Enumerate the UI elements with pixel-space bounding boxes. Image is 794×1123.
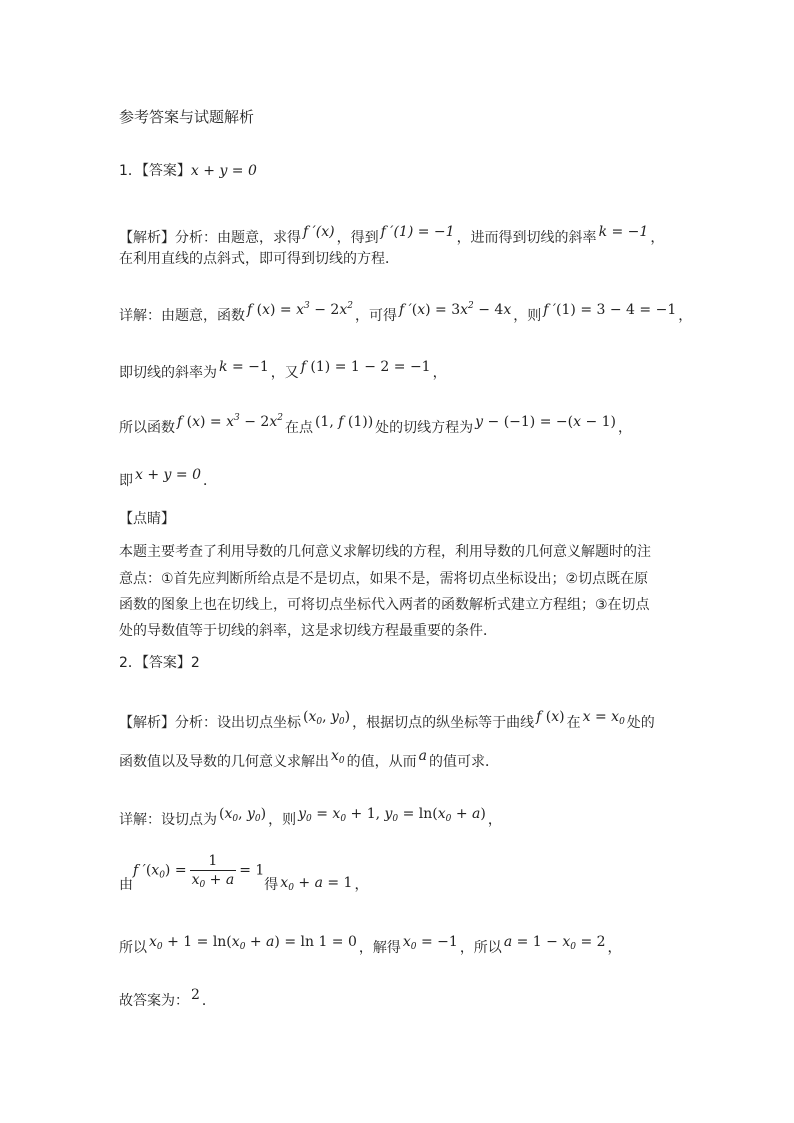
q1-detail-line1 [119, 300, 692, 326]
text: 函数值以及导数的几何意义求解出 [119, 754, 329, 770]
formula-a: a [418, 748, 427, 764]
q1-detail-line3 [119, 412, 632, 438]
formula-fx: f $(x) = x^3 - 2x^2$ [247, 301, 353, 318]
formula-final-answer: 2 [191, 987, 200, 1003]
text: ，可得 [354, 308, 397, 324]
text: 所以函数 [119, 420, 175, 436]
text: 的值可求． [429, 754, 499, 770]
text: 故答案为： [119, 993, 189, 1009]
text: 即 [119, 473, 133, 489]
q2-answer-line [119, 653, 200, 673]
formula-x-eq-x0: $x = x_0$ [582, 709, 625, 727]
formula-ln-eq: $x_0 + 1 = \ln(x_0 + a) = \ln 1 = 0$ [149, 934, 357, 952]
formula-x0: $x_0$ [331, 748, 345, 766]
formula-fprime-x-expr: f $'(x) = 3x^2 - 4x$ [398, 301, 512, 318]
text: 分析：由题意，求得 [175, 230, 301, 246]
text: ， [354, 876, 369, 893]
q1-comment-line2: 意点：①首先应判断所给点是不是切点，如果不是，需将切点坐标设出；②切点既在原 [119, 571, 649, 587]
formula-point-xy2: ($x_0$, $y_0$) [219, 806, 267, 824]
text: 的值，从而 [346, 754, 417, 770]
text: ，则 [513, 308, 542, 324]
text: ， [618, 420, 633, 436]
q2-analysis-line1 [119, 707, 655, 733]
text: ， [432, 365, 447, 381]
formula-fprime-1: f ′(1) = −1 [380, 224, 455, 240]
text: ， [650, 230, 665, 246]
text: ，进而得到切线的斜率 [456, 230, 597, 246]
formula-fx-curve: f (x) [536, 709, 565, 725]
formula-system: $y_0 = x_0 + 1$, $y_0 = \ln(x_0 + a)$ [298, 806, 486, 824]
text: 得 [264, 876, 279, 893]
text: 分析：设出切点坐标 [175, 715, 301, 731]
q1-comment-line3: 函数的图象上也在切线上，可将切点坐标代入两者的函数解析式建立方程组；③在切点 [119, 597, 650, 613]
formula-x0-plus-a: $x_0 + a = 1$ [280, 874, 353, 893]
text: ， [487, 812, 502, 828]
text: ，得到 [336, 230, 379, 246]
fraction: $\frac{1}{x_0 + a}$ [191, 853, 235, 890]
text: 处的 [626, 715, 655, 731]
text: 由 [119, 876, 133, 893]
formula-a-value: $a = 1 - x_0 = 2$ [503, 934, 606, 952]
q1-answer-line [119, 161, 257, 181]
q2-detail-line1 [119, 804, 502, 830]
formula-point-xy: ($x_0$, $y_0$) [303, 709, 351, 727]
formula-derivative-fraction: f $'(x_0)$ = $\frac{1}{x_0 + a}$ = 1 [133, 853, 265, 890]
text: ，根据切点的纵坐标等于曲线 [352, 715, 535, 731]
q2-final-line [119, 985, 216, 1011]
formula-point: (1, f (1)) [314, 414, 374, 430]
q1-analysis-tag: 【解析】 [119, 230, 175, 246]
text: 详解：由题意，函数 [119, 308, 245, 324]
q2-answer-tag: 【答案】 [141, 655, 191, 671]
q2-number: 2． [119, 655, 142, 671]
q1-number: 1． [119, 163, 142, 179]
q1-comment-line4: 处的导数值等于切线的斜率，这是求切线方程最重要的条件． [119, 623, 497, 639]
q2-analysis-line2 [119, 746, 499, 772]
text: 所以 [119, 940, 147, 956]
q1-comment-line1: 本题主要考查了利用导数的几何意义求解切线的方程，利用导数的几何意义解题时的注 [119, 544, 651, 560]
formula-k2: k = −1 [219, 359, 269, 375]
formula-k: k = −1 [598, 224, 649, 240]
formula-fprime-x: f ′(x) [303, 224, 335, 240]
text: ． [201, 993, 216, 1009]
text: ， [607, 940, 622, 956]
text: ，所以 [459, 940, 502, 956]
q1-analysis-line1 [119, 222, 664, 248]
formula-fx2: f $(x) = x^3 - 2x^2$ [177, 413, 283, 430]
text: ，又 [270, 365, 299, 381]
q1-answer-formula: x + y = 0 [190, 163, 257, 179]
q2-detail-line3 [119, 932, 622, 958]
page-title: 参考答案与试题解析 [119, 108, 255, 126]
text: ，解得 [358, 940, 401, 956]
formula-f1: f (1) = 1 − 2 = −1 [300, 359, 431, 375]
text: 即切线的斜率为 [119, 365, 217, 381]
q1-detail-line4 [119, 465, 217, 491]
formula-fprime-1-expr: f ′(1) = 3 − 4 = −1 [543, 302, 677, 318]
text: ， [678, 308, 693, 324]
text: 处的切线方程为 [375, 420, 474, 436]
q1-analysis-line2: 在利用直线的点斜式，即可得到切线的方程． [119, 251, 399, 267]
formula-x0-value: $x_0 = -1$ [402, 934, 458, 952]
q2-answer-value: 2 [190, 655, 200, 671]
q1-detail-line2 [119, 357, 447, 383]
text: ，则 [268, 812, 297, 828]
text: 详解：设切点为 [119, 812, 217, 828]
formula-result: x + y = 0 [135, 467, 201, 483]
text: ． [202, 473, 217, 489]
text: 在 [566, 715, 581, 731]
q2-detail-line2 [119, 852, 368, 892]
text: 在点 [284, 420, 313, 436]
formula-tangent: y − (−1) = −(x − 1) [475, 414, 617, 430]
q1-answer-tag: 【答案】 [141, 163, 191, 179]
q2-analysis-tag: 【解析】 [119, 715, 175, 731]
q1-comment-tag: 【点睛】 [119, 511, 175, 527]
